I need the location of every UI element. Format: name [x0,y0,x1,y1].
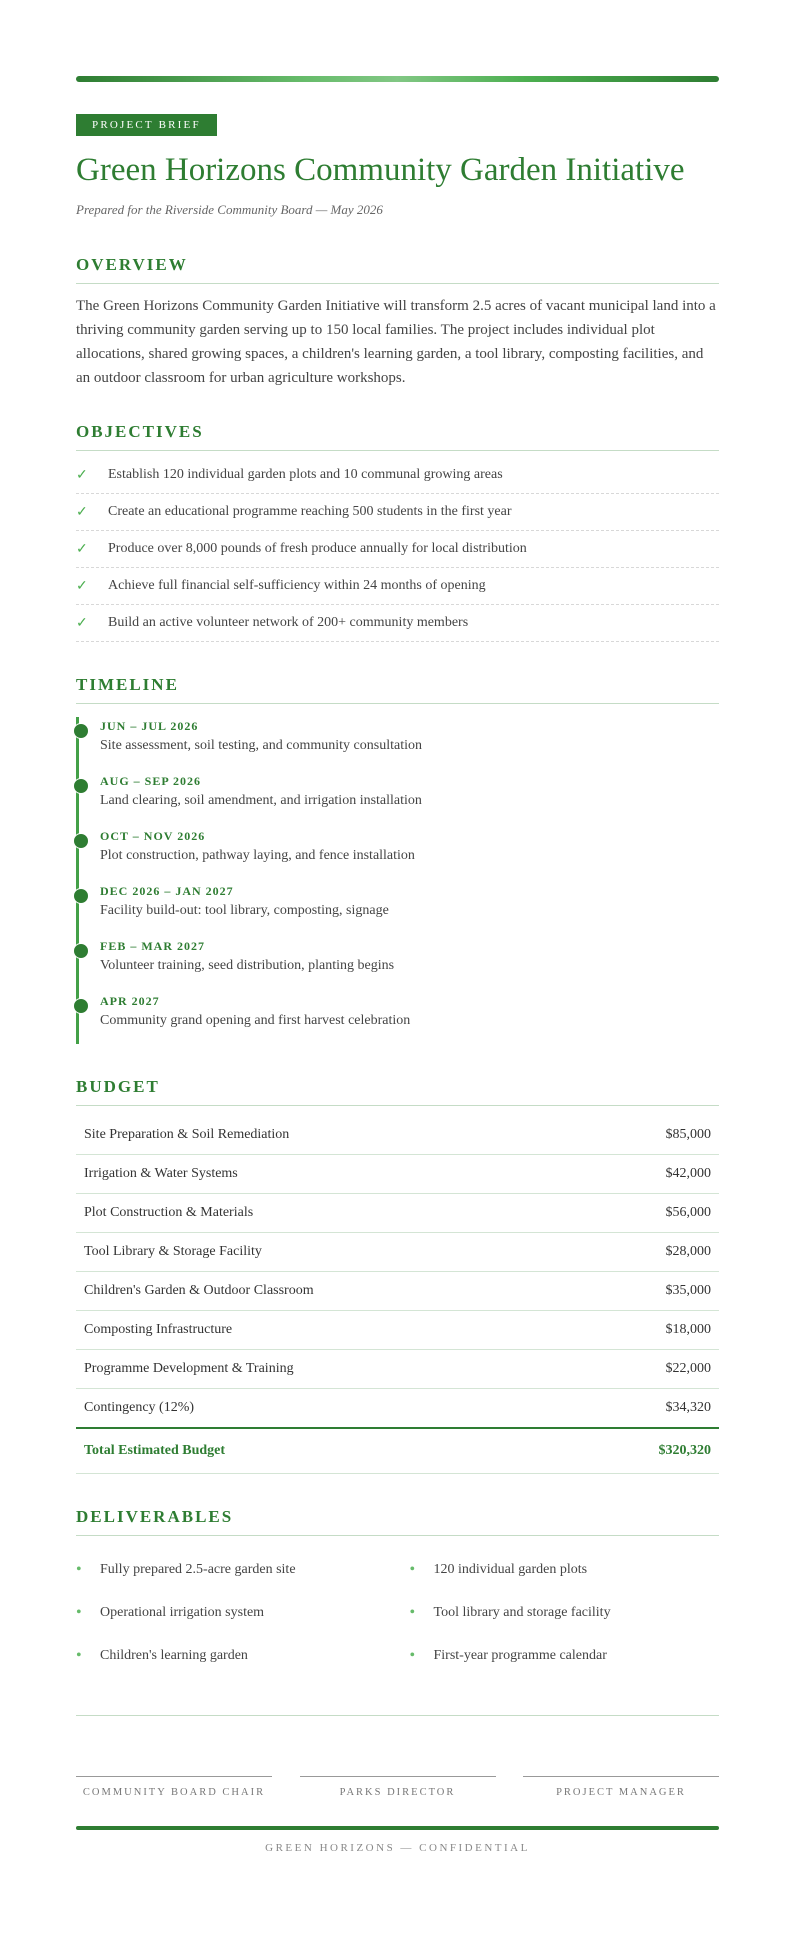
table-row [76,1155,719,1194]
timeline-item [100,937,719,992]
deliverable-item [410,1591,720,1634]
timeline [76,717,719,1044]
budget-item: Programme Development & Training [76,1350,579,1389]
budget-item: Plot Construction & Materials [76,1194,579,1233]
deliverable-text: Children's learning garden [100,1647,248,1663]
timeline-heading: TIMELINE [76,675,719,704]
deliverable-item [410,1548,720,1591]
objective-item [76,605,719,642]
overview-text: The Green Horizons Community Garden Initiative will transform 2.5 acres of vacant municipal land into a thriving community garden serving up to 150 local families. The project includes individual plot allocations, shared growing spaces, a children's learning garden, a tool library, composting facilities, and an outdoor classroom for urban agriculture workshops. [76,298,716,386]
timeline-date: APR 2027 [100,994,160,1008]
budget-amount: $22,000 [579,1350,719,1389]
objective-text: Achieve full financial self-sufficiency within 24 months of opening [108,578,486,593]
timeline-date: AUG – SEP 2026 [100,774,202,788]
budget-amount: $85,000 [579,1116,719,1155]
deliverables-list [76,1548,719,1677]
table-row [76,1350,719,1389]
objective-item [76,568,719,605]
timeline-description: Facility build-out: tool library, composting, signage [100,903,389,918]
top-accent-bar [76,76,719,82]
bullet-icon: • [409,1646,416,1664]
objective-text: Create an educational programme reaching 500 students in the first year [108,504,512,519]
timeline-item [100,827,719,882]
timeline-dot-icon [73,723,89,739]
timeline-description: Plot construction, pathway laying, and fence installation [100,848,415,863]
timeline-description: Site assessment, soil testing, and community consultation [100,738,422,753]
deliverables-section [76,1507,719,1677]
budget-total-row [76,1428,719,1474]
timeline-item [100,772,719,827]
project-brief-page [76,76,719,1854]
checkmark-icon: ✓ [76,504,88,520]
timeline-description: Land clearing, soil amendment, and irrigation installation [100,793,422,808]
document-subtitle: Prepared for the Riverside Community Board — May 2026 [76,202,383,217]
deliverable-text: Fully prepared 2.5-acre garden site [100,1561,296,1577]
budget-amount: $34,320 [579,1389,719,1429]
timeline-section [76,675,719,1044]
budget-section [76,1077,719,1474]
objective-item [76,494,719,531]
table-row [76,1116,719,1155]
budget-table [76,1116,719,1474]
timeline-dot-icon [73,998,89,1014]
budget-item: Site Preparation & Soil Remediation [76,1116,579,1155]
budget-heading: BUDGET [76,1077,719,1106]
timeline-item [100,717,719,772]
bullet-icon: • [409,1560,416,1578]
budget-amount: $42,000 [579,1155,719,1194]
deliverable-item [410,1634,720,1677]
checkmark-icon: ✓ [76,615,88,631]
timeline-item [100,882,719,937]
budget-amount: $28,000 [579,1233,719,1272]
bullet-icon: • [76,1646,82,1664]
deliverable-text: 120 individual garden plots [433,1561,588,1577]
table-row [76,1311,719,1350]
overview-heading: OVERVIEW [76,255,719,284]
table-row [76,1272,719,1311]
budget-total-amount: $320,320 [579,1428,719,1474]
table-row [76,1233,719,1272]
signature-line-project-manager: PROJECT MANAGER [523,1776,719,1798]
timeline-dot-icon [73,778,89,794]
bullet-icon: • [409,1603,416,1621]
budget-item: Tool Library & Storage Facility [76,1233,579,1272]
section-divider [76,1715,719,1716]
timeline-date: JUN – JUL 2026 [100,719,199,733]
overview-section [76,255,719,390]
budget-amount: $35,000 [579,1272,719,1311]
budget-amount: $18,000 [579,1311,719,1350]
deliverable-text: Tool library and storage facility [433,1604,611,1620]
bullet-icon: • [76,1603,82,1621]
checkmark-icon: ✓ [76,467,88,483]
deliverables-heading: DELIVERABLES [76,1507,719,1536]
objective-item [76,531,719,568]
timeline-description: Volunteer training, seed distribution, planting begins [100,958,395,973]
bottom-accent-bar [76,1826,719,1830]
signature-line-board-chair: COMMUNITY BOARD CHAIR [76,1776,272,1798]
bullet-icon: • [76,1560,82,1578]
objectives-list [76,457,719,642]
budget-item: Contingency (12%) [76,1389,579,1429]
document-title: Green Horizons Community Garden Initiative [76,152,685,188]
document-type-badge: PROJECT BRIEF [76,114,217,136]
timeline-item [100,992,719,1044]
signature-line-parks-director: PARKS DIRECTOR [300,1776,496,1798]
checkmark-icon: ✓ [76,541,88,557]
deliverable-item [76,1634,386,1677]
table-row [76,1194,719,1233]
timeline-date: DEC 2026 – JAN 2027 [100,884,234,898]
deliverable-text: First-year programme calendar [433,1647,607,1663]
timeline-dot-icon [73,888,89,904]
objectives-heading: OBJECTIVES [76,422,719,451]
footer-text: GREEN HORIZONS — CONFIDENTIAL [265,1842,530,1854]
objective-text: Produce over 8,000 pounds of fresh produce annually for local distribution [108,541,527,556]
timeline-description: Community grand opening and first harvest celebration [100,1013,411,1028]
timeline-dot-icon [73,943,89,959]
budget-item: Irrigation & Water Systems [76,1155,579,1194]
budget-item: Composting Infrastructure [76,1311,579,1350]
timeline-date: OCT – NOV 2026 [100,829,206,843]
objective-text: Build an active volunteer network of 200+ community members [108,615,469,630]
timeline-dot-icon [73,833,89,849]
timeline-line [76,717,79,1044]
deliverable-text: Operational irrigation system [100,1604,265,1620]
signature-block [76,1776,719,1798]
objective-text: Establish 120 individual garden plots and 10 communal growing areas [108,467,503,482]
objectives-section [76,422,719,642]
objective-item [76,457,719,494]
deliverable-item [76,1591,386,1634]
budget-total-label: Total Estimated Budget [76,1428,579,1474]
timeline-date: FEB – MAR 2027 [100,939,205,953]
budget-amount: $56,000 [579,1194,719,1233]
checkmark-icon: ✓ [76,578,88,594]
budget-item: Children's Garden & Outdoor Classroom [76,1272,579,1311]
table-row [76,1389,719,1429]
deliverable-item [76,1548,386,1591]
